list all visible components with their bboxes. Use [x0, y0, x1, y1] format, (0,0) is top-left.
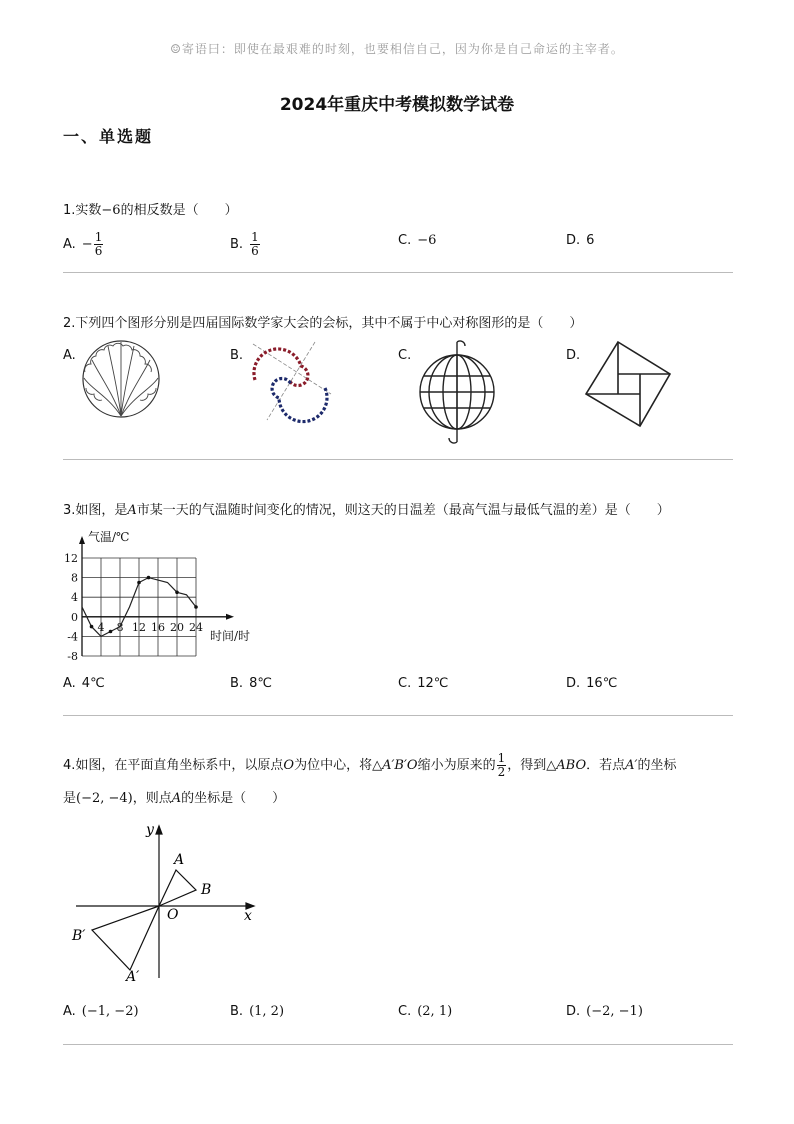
option-label: D.	[566, 233, 581, 248]
q4-option-b[interactable]	[230, 1004, 284, 1019]
q3-option-a[interactable]	[63, 676, 105, 691]
point-aprime-label: A′	[126, 969, 140, 984]
x-tick-label: 12	[132, 620, 146, 634]
q4-stem-line2	[63, 788, 285, 810]
point-bprime-label: B′	[72, 928, 86, 944]
q4-math-triangle2: △ABO	[546, 758, 587, 773]
option-text: 4℃	[81, 676, 105, 691]
option-text: (2, 1)	[417, 1004, 453, 1019]
q1-a-sign: −	[81, 236, 93, 252]
q4-text: 4.如图，在平面直角坐标系中，以原点	[63, 758, 284, 773]
q4-text: ，则点	[132, 791, 172, 806]
y-tick-label: -4	[67, 630, 78, 644]
chart-ticks	[64, 552, 203, 663]
q4-option-a[interactable]	[63, 1004, 139, 1019]
q3-option-c[interactable]	[398, 676, 448, 691]
y-tick-label: -8	[67, 650, 78, 663]
q4-math-o: O	[283, 758, 295, 773]
option-label: A.	[63, 348, 76, 363]
q4-text: 为位中心，将	[294, 758, 373, 773]
option-text: 16℃	[586, 676, 618, 691]
option-label: C.	[398, 233, 412, 248]
q4-math-triangle1: △A′B′O	[372, 758, 418, 773]
fraction-denominator: 6	[251, 243, 259, 258]
q3-temperature-chart	[60, 526, 280, 668]
q1-b-fraction	[250, 231, 260, 258]
q1-stem-post: 的相反数是（ ）	[120, 203, 238, 218]
q4-stem-line1	[63, 752, 743, 779]
x-tick-label: 16	[151, 620, 165, 634]
triangle-abo	[159, 870, 196, 906]
q4-fraction	[497, 752, 507, 779]
fraction-numerator: 1	[497, 751, 506, 765]
data-point	[90, 625, 94, 629]
q2-stem: 2.下列四个图形分别是四届国际数学家大会的会标，其中不属于中心对称图形的是（ ）	[63, 316, 583, 331]
option-text: −6	[417, 233, 437, 248]
y-axis-arrow-icon	[156, 826, 162, 834]
point-a-label: A	[174, 852, 185, 868]
option-label: C.	[398, 676, 412, 691]
option-text: (−1, −2)	[81, 1004, 139, 1019]
point-b-label: B	[201, 882, 212, 898]
fraction-numerator: 1	[251, 229, 259, 244]
section-heading: 一、单选题	[63, 127, 154, 146]
y-tick-label: 4	[71, 591, 78, 605]
q4-option-d[interactable]	[566, 1004, 643, 1019]
q4-text: ，得到	[507, 758, 547, 773]
option-label: A.	[63, 1004, 76, 1019]
x-tick-label: 4	[97, 620, 105, 634]
q2-figure-d	[582, 338, 674, 430]
y-tick-label: 12	[64, 552, 78, 565]
x-axis-label: x	[244, 908, 252, 924]
y-axis-label: y	[146, 822, 154, 838]
q3-option-d[interactable]	[566, 676, 617, 691]
q2-figure-c	[412, 338, 502, 450]
data-point	[194, 605, 198, 609]
q2-figure-a	[78, 336, 164, 422]
q4-text: ．若点	[586, 758, 626, 773]
option-label: B.	[230, 348, 244, 363]
q4-coordinate-figure	[66, 818, 266, 984]
q4-text: 的坐标	[637, 758, 677, 773]
data-point	[109, 630, 113, 634]
option-text: 8℃	[249, 676, 272, 691]
q1-option-d[interactable]	[566, 233, 594, 248]
fraction-denominator: 2	[497, 765, 506, 779]
option-label: D.	[566, 1004, 581, 1019]
q1-a-fraction	[94, 231, 104, 258]
y-tick-label: 0	[71, 610, 78, 624]
data-point	[137, 581, 141, 585]
option-label: D.	[566, 348, 581, 363]
q4-text: 是	[63, 791, 77, 806]
q4-option-c[interactable]	[398, 1004, 452, 1019]
page-title: 2024年重庆中考模拟数学试卷	[279, 95, 515, 115]
data-point	[175, 591, 179, 595]
chart-grid	[82, 558, 196, 656]
q4-math-aprime: A′	[625, 758, 638, 773]
origin-label: O	[167, 907, 179, 923]
q3-stem	[63, 500, 670, 522]
q3-stem-post: 市某一天的气温随时间变化的情况，则这天的日温差（最高气温与最低气温的差）是（ ）	[136, 503, 670, 518]
y-tick-label: 8	[71, 571, 78, 585]
fraction-numerator: 1	[94, 229, 103, 244]
q3-stem-var: A	[127, 503, 137, 518]
y-axis-arrow-icon	[79, 536, 85, 544]
divider	[63, 272, 733, 273]
motto-text: ☺寄语曰：即使在最艰难的时刻，也要相信自己，因为你是自己命运的主宰者。	[170, 42, 624, 56]
q2-figure-b	[245, 336, 335, 426]
x-tick-label: 24	[189, 620, 203, 634]
fraction-denominator: 6	[94, 243, 103, 258]
q1-stem-pre: 1.实数	[63, 203, 102, 218]
q4-text: 缩小为原来的	[417, 758, 496, 773]
x-tick-label: 20	[170, 620, 184, 634]
q1-option-b[interactable]	[230, 228, 261, 260]
triangle-aprime-bprime-o	[92, 906, 159, 970]
option-text: 12℃	[417, 676, 449, 691]
q3-stem-pre: 3.如图，是	[63, 503, 128, 518]
option-text: 6	[586, 233, 595, 248]
option-label: C.	[398, 348, 412, 363]
option-label: B.	[230, 236, 244, 252]
q1-option-a[interactable]	[63, 228, 104, 260]
divider	[63, 715, 733, 716]
q4-math-a: A	[171, 791, 182, 806]
divider	[63, 1044, 733, 1045]
divider	[63, 459, 733, 460]
option-label: D.	[566, 676, 581, 691]
data-point	[147, 576, 151, 580]
x-axis-title: 时间/时	[210, 629, 251, 643]
option-label: B.	[230, 1004, 244, 1019]
q4-text: 的坐标是（ ）	[181, 791, 286, 806]
option-text: (−2, −1)	[586, 1004, 643, 1019]
x-axis-arrow-icon	[226, 614, 234, 620]
x-tick-label: 8	[116, 620, 124, 634]
option-label: A.	[63, 676, 76, 691]
y-axis-title: 气温/℃	[88, 530, 130, 544]
option-label: C.	[398, 1004, 412, 1019]
q4-math-coord: (−2, −4)	[76, 791, 133, 806]
option-text: (1, 2)	[249, 1004, 285, 1019]
q1-option-c[interactable]	[398, 233, 436, 248]
option-label: A.	[63, 236, 76, 252]
q3-option-b[interactable]	[230, 676, 272, 691]
option-label: B.	[230, 676, 244, 691]
q1-stem	[63, 200, 238, 222]
q1-stem-math: −6	[101, 203, 121, 218]
